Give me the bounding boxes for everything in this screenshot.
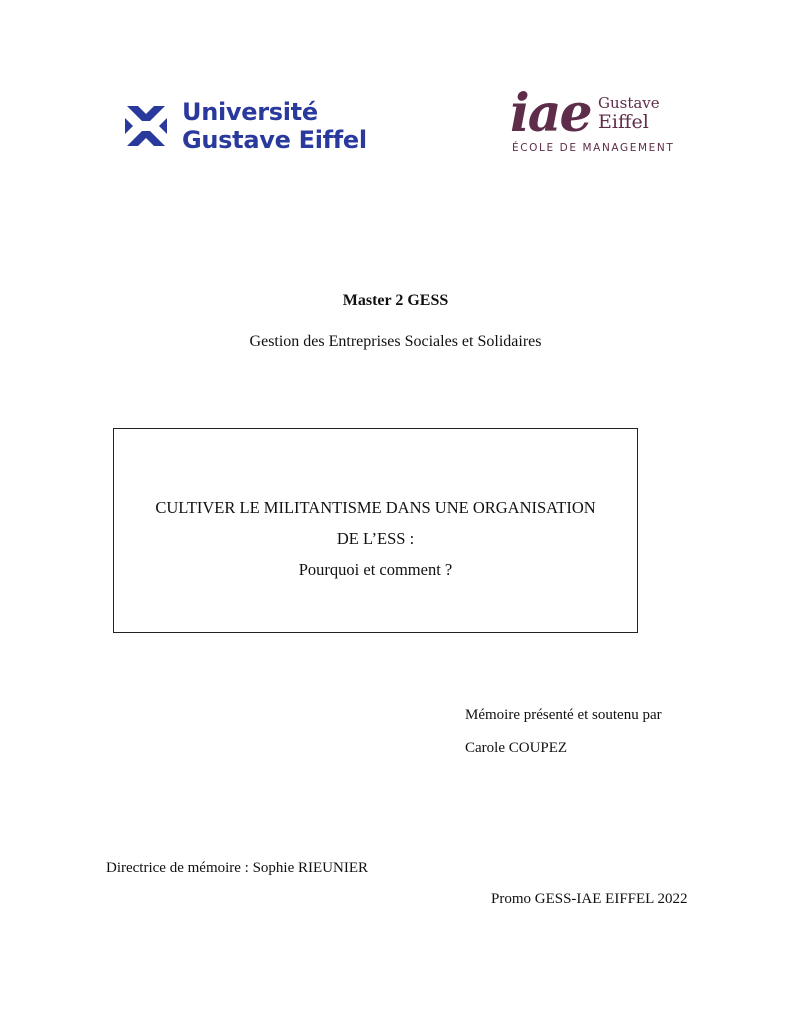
presentation-label: Mémoire présenté et soutenu par [465, 707, 662, 723]
thesis-title-line2: DE L’ESS : [336, 529, 415, 548]
iae-logo-line1: Gustave [598, 94, 660, 112]
thesis-title-box [113, 428, 638, 633]
thesis-subtitle: Pourquoi et comment ? [298, 560, 453, 579]
iae-logo-name [598, 94, 660, 132]
iae-logo-line2: Eiffel [598, 111, 649, 133]
uge-logo-mark-icon [124, 102, 168, 150]
author-name: Carole COUPEZ [465, 740, 568, 756]
uge-logo-line2: Gustave Eiffel [182, 126, 367, 154]
iae-gustave-eiffel-logo [510, 83, 675, 158]
promo-label: Promo GESS-IAE EIFFEL 2022 [491, 891, 688, 907]
uge-logo-text [182, 98, 367, 154]
program-subtitle: Gestion des Entreprises Sociales et Solidaires [249, 333, 542, 350]
iae-logo-word: iae [510, 83, 591, 144]
uge-logo-line1: Université [182, 98, 318, 126]
thesis-title-line1: CULTIVER LE MILITANTISME DANS UNE ORGANISATION [155, 498, 596, 517]
iae-logo-tagline: ÉCOLE DE MANAGEMENT [512, 142, 675, 154]
universite-gustave-eiffel-logo [124, 96, 367, 160]
program-title: Master 2 GESS [342, 292, 449, 309]
thesis-director: Directrice de mémoire : Sophie RIEUNIER [106, 860, 369, 876]
